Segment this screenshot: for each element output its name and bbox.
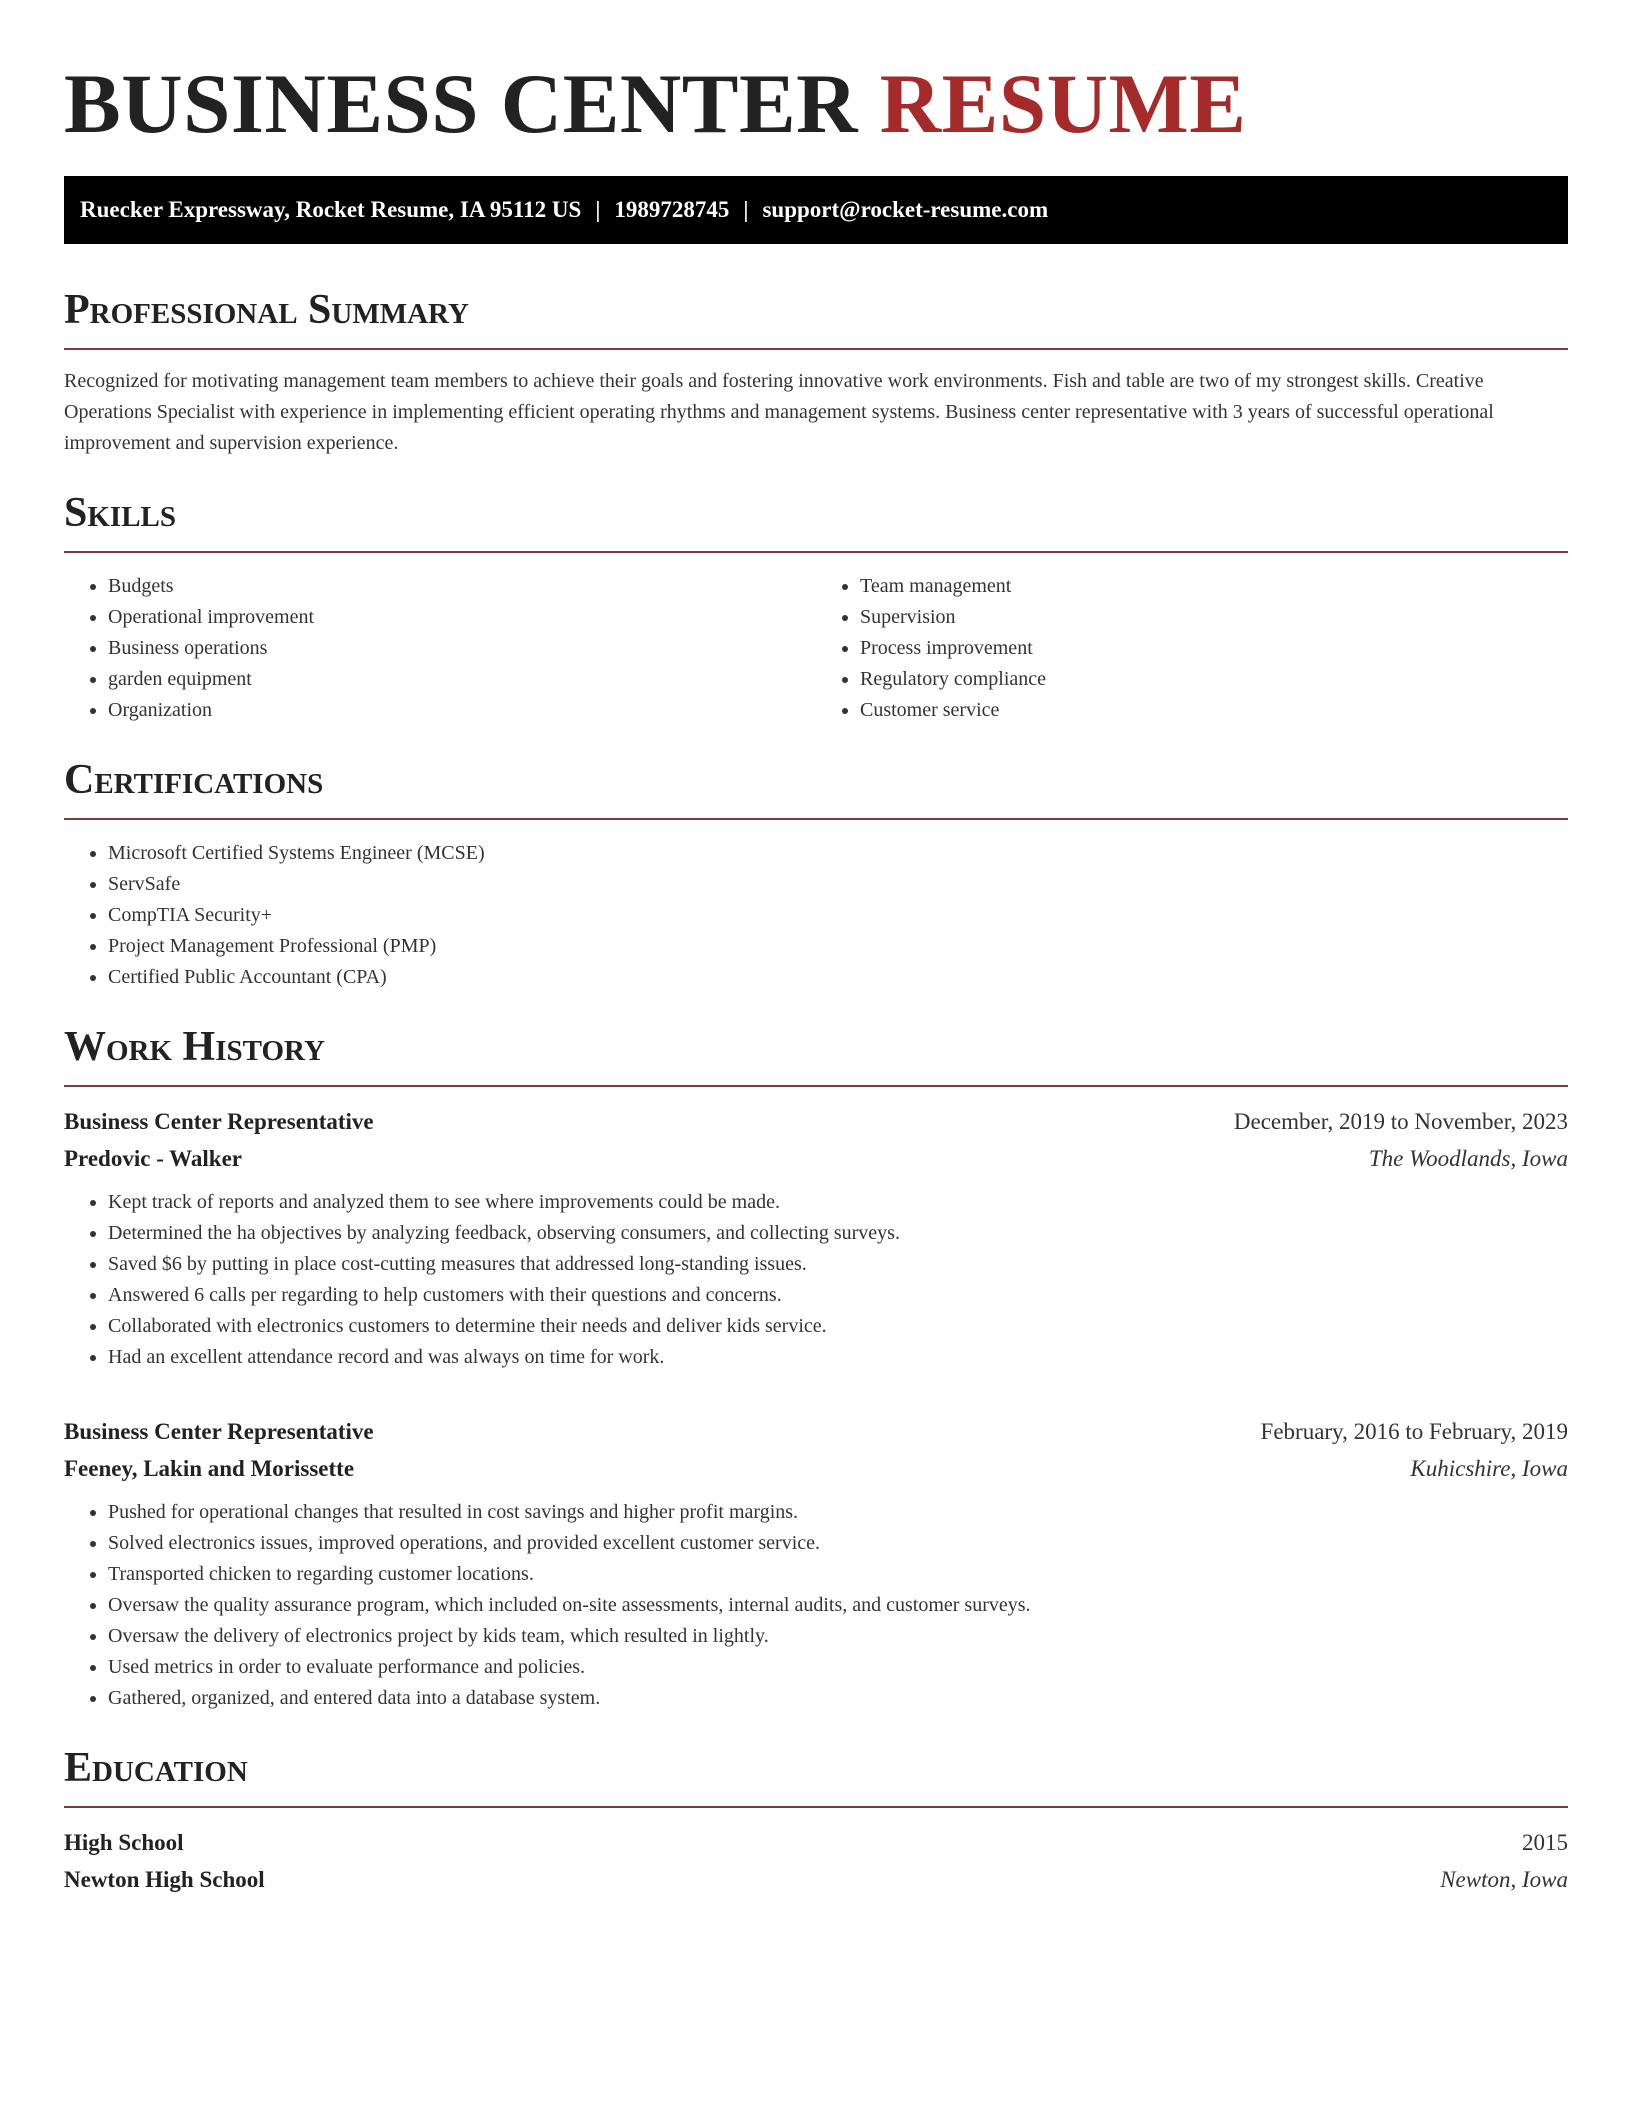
title-accent: RESUME xyxy=(879,57,1247,151)
job-dates: February, 2016 to February, 2019 xyxy=(1260,1419,1568,1444)
job-company-row xyxy=(64,1140,1568,1177)
certification-item: • CompTIA Security+ xyxy=(108,900,1568,931)
section-divider xyxy=(64,818,1568,820)
job-duty: • Determined the ha objectives by analyzing feedback, observing consumers, and collecting surveys. xyxy=(108,1218,1568,1249)
job-duty: • Oversaw the delivery of electronics project by kids team, which resulted in lightly. xyxy=(108,1621,1568,1652)
job-title-row xyxy=(64,1103,1568,1140)
contact-bar xyxy=(64,176,1568,244)
skills-list-right xyxy=(816,571,1568,726)
contact-address: Ruecker Expressway, Rocket Resume, IA 95112 US xyxy=(80,197,582,222)
education-year: 2015 xyxy=(1522,1830,1568,1855)
job-location: Kuhicshire, Iowa xyxy=(1410,1456,1568,1481)
education-degree: High School xyxy=(64,1830,184,1855)
resume-title xyxy=(64,56,1568,152)
job-duty: • Answered 6 calls per regarding to help customers with their questions and concerns. xyxy=(108,1280,1568,1311)
section-divider xyxy=(64,1806,1568,1808)
section-divider xyxy=(64,1085,1568,1087)
job-duty: • Had an excellent attendance record and was always on time for work. xyxy=(108,1342,1568,1373)
summary-text: Recognized for motivating management team members to achieve their goals and fostering innovative work environments. Fish and table are two of my strongest skills. Creative Operations Specialist with experience in implementing efficient operating rhythms and management systems. Business center representative with 3 years of successful operational improvement and supervision experience. xyxy=(64,370,1494,454)
job-company: Predovic - Walker xyxy=(64,1146,243,1171)
skill-item: • Business operations xyxy=(108,633,816,664)
job-duty: • Used metrics in order to evaluate performance and policies. xyxy=(108,1652,1568,1683)
job-title: Business Center Representative xyxy=(64,1109,374,1134)
contact-email[interactable]: support@rocket-resume.com xyxy=(762,197,1049,222)
education-location: Newton, Iowa xyxy=(1440,1867,1568,1892)
skill-item: • garden equipment xyxy=(108,664,816,695)
skill-item: • Operational improvement xyxy=(108,602,816,633)
contact-separator: | xyxy=(743,197,749,222)
job-duty: • Gathered, organized, and entered data into a database system. xyxy=(108,1683,1568,1714)
job-duties xyxy=(64,1497,1568,1714)
education-school-row xyxy=(64,1861,1568,1898)
job-entry xyxy=(64,1413,1568,1714)
work-history-heading: Work History xyxy=(64,1024,325,1070)
job-duty: • Pushed for operational changes that resulted in cost savings and higher profit margins. xyxy=(108,1497,1568,1528)
job-duty: • Kept track of reports and analyzed them to see where improvements could be made. xyxy=(108,1187,1568,1218)
skills-list-left xyxy=(64,571,816,726)
certification-item: • Microsoft Certified Systems Engineer (MCSE) xyxy=(108,838,1568,869)
certifications-list xyxy=(64,838,1568,993)
skill-item: • Customer service xyxy=(860,695,1568,726)
skill-item: • Supervision xyxy=(860,602,1568,633)
education-heading: Education xyxy=(64,1745,248,1791)
certification-item: • Certified Public Accountant (CPA) xyxy=(108,962,1568,993)
job-location: The Woodlands, Iowa xyxy=(1368,1146,1568,1171)
skill-item: • Team management xyxy=(860,571,1568,602)
job-duty: • Collaborated with electronics customers to determine their needs and deliver kids service. xyxy=(108,1311,1568,1342)
contact-phone: 1989728745 xyxy=(614,197,730,222)
education-school: Newton High School xyxy=(64,1867,265,1892)
contact-separator: | xyxy=(595,197,601,222)
certification-item: • ServSafe xyxy=(108,869,1568,900)
job-duty: • Oversaw the quality assurance program, which included on-site assessments, internal audits, and customer surveys. xyxy=(108,1590,1568,1621)
certifications-heading: Certifications xyxy=(64,757,324,803)
job-dates: December, 2019 to November, 2023 xyxy=(1233,1109,1568,1134)
job-title: Business Center Representative xyxy=(64,1419,374,1444)
summary-heading: Professional Summary xyxy=(64,287,469,333)
skills-heading: Skills xyxy=(64,490,177,536)
education-degree-row xyxy=(64,1824,1568,1861)
skill-item: • Organization xyxy=(108,695,816,726)
job-company: Feeney, Lakin and Morissette xyxy=(64,1456,355,1481)
title-main: BUSINESS CENTER xyxy=(64,57,880,151)
certification-item: • Project Management Professional (PMP) xyxy=(108,931,1568,962)
job-company-row xyxy=(64,1450,1568,1487)
job-title-row xyxy=(64,1413,1568,1450)
skill-item: • Process improvement xyxy=(860,633,1568,664)
job-duties xyxy=(64,1187,1568,1373)
job-duty: • Transported chicken to regarding customer locations. xyxy=(108,1559,1568,1590)
job-duty: • Saved $6 by putting in place cost-cutting measures that addressed long-standing issues. xyxy=(108,1249,1568,1280)
section-divider xyxy=(64,348,1568,350)
skill-item: • Budgets xyxy=(108,571,816,602)
job-duty: • Solved electronics issues, improved operations, and provided excellent customer service. xyxy=(108,1528,1568,1559)
job-entry xyxy=(64,1103,1568,1373)
skill-item: • Regulatory compliance xyxy=(860,664,1568,695)
skills-grid xyxy=(64,553,1568,726)
education-entry xyxy=(64,1824,1568,1898)
